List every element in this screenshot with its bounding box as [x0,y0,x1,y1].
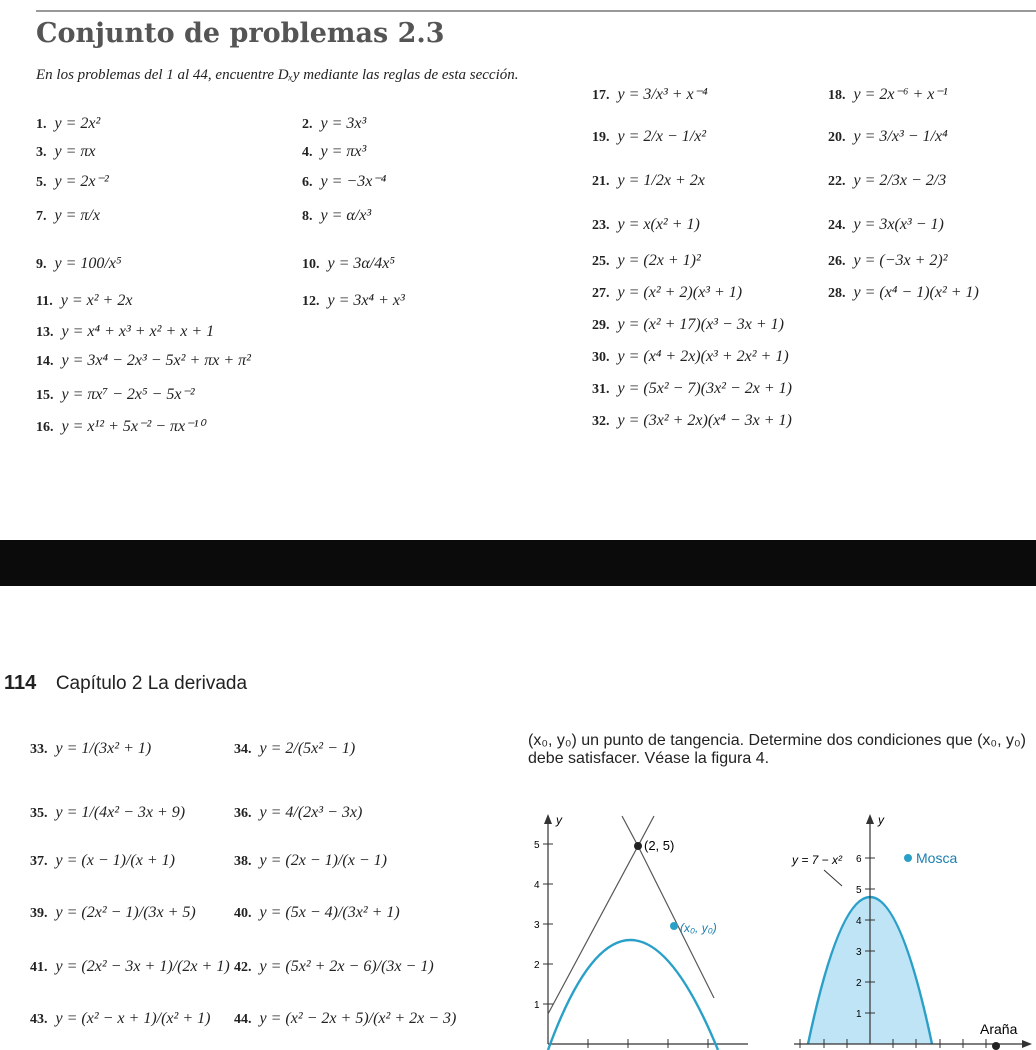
problem-number: 12. [302,294,320,309]
problem-number: 17. [592,88,610,103]
problem-number: 44. [234,1012,252,1027]
problem-42 [234,958,434,976]
tangent-line-left [548,846,638,1014]
problem-equation: y = (x − 1)/(x + 1) [55,852,175,869]
figure-description: (x₀, y₀) un punto de tangencia. Determine dos condiciones que (x₀, y₀) debe satisfacer. Véase la figura 4. [528,732,1026,767]
problem-6 [302,171,386,191]
problem-25 [592,252,701,270]
problem-equation: y = x¹² + 5x⁻² − πx⁻¹⁰ [61,418,205,435]
problem-number: 28. [828,286,846,301]
intro-text: En los problemas del 1 al 44, encuentre Dₓy mediante las reglas de esta sección. [36,67,519,83]
problem-equation: y = (x² − x + 1)/(x² + 1) [55,1010,211,1027]
problem-equation: y = x² + 2x [60,292,133,309]
problem-number: 19. [592,130,610,145]
y-tick-label: 3 [856,947,862,958]
problem-7 [36,207,100,225]
problem-14 [36,352,251,370]
problem-number: 7. [36,209,47,224]
problem-12 [302,292,405,310]
problem-number: 24. [828,218,846,233]
problem-17 [592,84,708,104]
chapter-title: Capítulo 2 La derivada [55,673,248,694]
problem-equation: y = 1/(4x² − 3x + 9) [55,804,186,821]
problem-number: 20. [828,130,846,145]
problem-38 [234,852,387,870]
spider-point [992,1042,1000,1050]
problem-equation: y = 2x² [54,115,101,132]
y-tick-label: 2 [534,960,540,971]
y-tick-label: 4 [534,880,540,891]
y-tick-label: 1 [534,1000,540,1011]
problem-39 [30,904,196,922]
tangent-extension-left [622,816,638,846]
problem-equation: y = 2/(5x² − 1) [259,740,356,757]
problem-equation: y = (5x² − 7)(3x² − 2x + 1) [617,380,792,397]
problem-number: 33. [30,742,48,757]
problem-equation: y = (x⁴ + 2x)(x³ + 2x² + 1) [617,348,789,365]
problem-30 [592,348,789,366]
problem-equation: y = πx³ [320,143,367,160]
problem-number: 32. [592,414,610,429]
problem-32 [592,412,792,430]
tangency-label: (x₀, y₀) [680,921,717,935]
problem-equation: y = 3/x³ + x⁻⁴ [617,86,708,103]
y-axis-label: y [878,813,884,827]
problem-number: 23. [592,218,610,233]
problem-equation: y = (x² + 17)(x³ − 3x + 1) [617,316,784,333]
problem-number: 2. [302,117,313,132]
y-tick-label: 2 [856,978,862,989]
problem-26 [828,252,948,270]
problem-4 [302,143,366,161]
x-axis-arrow [1022,1040,1032,1048]
problem-number: 38. [234,854,252,869]
problem-13 [36,323,214,341]
problem-equation: y = 2/x − 1/x² [617,128,707,145]
problem-8 [302,207,371,225]
problem-number: 29. [592,318,610,333]
problem-equation: y = 1/(3x² + 1) [55,740,152,757]
problem-number: 21. [592,174,610,189]
problem-number: 26. [828,254,846,269]
problem-1 [36,115,100,133]
problem-3 [36,143,96,161]
problem-equation: y = x⁴ + x³ + x² + x + 1 [61,323,215,340]
problem-number: 18. [828,88,846,103]
problem-28 [828,284,979,302]
problem-number: 16. [36,420,54,435]
top-rule [36,10,1036,12]
y-tick-label: 3 [534,920,540,931]
problem-equation: y = 3x⁴ + x³ [327,292,405,309]
problem-equation: y = πx [54,143,96,160]
problem-33 [30,740,151,758]
problem-23 [592,216,700,234]
problem-36 [234,804,362,822]
problem-16 [36,416,205,436]
problem-equation: y = (2x + 1)² [617,252,701,269]
y-tick-label: 5 [856,885,862,896]
problem-number: 27. [592,286,610,301]
problem-number: 9. [36,257,47,272]
problem-number: 22. [828,174,846,189]
problem-number: 11. [36,294,53,309]
problem-equation: y = 4/(2x³ − 3x) [259,804,363,821]
problem-equation: y = 2x⁻⁶ + x⁻¹ [853,86,948,103]
parabola-curve [548,940,718,1050]
problem-equation: y = (x² − 2x + 5)/(x² + 2x − 3) [259,1010,457,1027]
problem-41 [30,958,230,976]
problem-number: 36. [234,806,252,821]
problem-number: 5. [36,175,47,190]
problem-equation: y = 100/x⁵ [54,255,122,272]
problem-19 [592,128,706,146]
page-header [4,672,247,695]
problem-equation: y = 3x⁴ − 2x³ − 5x² + πx + π² [61,352,251,369]
problem-21 [592,172,705,190]
problem-equation: y = 1/2x + 2x [617,172,705,189]
spider-label: Araña [980,1021,1018,1037]
problem-equation: y = (3x² + 2x)(x⁴ − 3x + 1) [617,412,792,429]
problem-10 [302,255,395,273]
problem-number: 6. [302,175,313,190]
problem-equation: y = π/x [54,207,100,224]
problem-34 [234,740,355,758]
page-break-band [0,540,1036,586]
point-2-5 [634,842,642,850]
problem-equation: y = 3/x³ − 1/x⁴ [853,128,948,145]
problem-number: 39. [30,906,48,921]
y-axis-arrow [866,814,874,824]
y-axis-label: y [556,813,562,827]
problem-equation: y = 2/3x − 2/3 [853,172,947,189]
problem-equation: y = 3x³ [320,115,367,132]
problem-number: 13. [36,325,54,340]
problem-number: 30. [592,350,610,365]
y-tick-label: 6 [856,854,862,865]
tangency-point [670,922,678,930]
problem-equation: y = x(x² + 1) [617,216,700,233]
y-tick-label: 4 [856,916,862,927]
problem-number: 34. [234,742,252,757]
problem-18 [828,84,948,104]
page-title: Conjunto de problemas 2.3 [36,18,445,49]
problem-equation: y = 3α/4x⁵ [327,255,395,272]
problem-equation: y = (2x² − 3x + 1)/(2x + 1) [55,958,230,975]
problem-24 [828,216,944,234]
problem-number: 41. [30,960,48,975]
figure-tangent-lines [528,812,758,1050]
problem-number: 8. [302,209,313,224]
problem-equation: y = (5x − 4)/(3x² + 1) [259,904,400,921]
problem-equation: y = 2x⁻² [54,173,109,190]
problem-22 [828,172,946,190]
curve-label: y = 7 − x² [792,853,843,867]
y-axis-arrow [544,814,552,824]
problem-5 [36,171,109,191]
problem-equation: y = (x⁴ − 1)(x² + 1) [853,284,979,301]
problem-number: 4. [302,145,313,160]
problem-35 [30,804,185,822]
point-label: (2, 5) [644,838,675,853]
curve-label-leader [824,870,842,886]
problem-15 [36,384,195,404]
y-tick-label: 5 [534,840,540,851]
problem-27 [592,284,742,302]
problem-43 [30,1010,210,1028]
fly-point [904,854,912,862]
problem-number: 37. [30,854,48,869]
problem-equation: y = 3x(x³ − 1) [853,216,944,233]
fly-label: Mosca [916,850,958,866]
problem-number: 35. [30,806,48,821]
problem-44 [234,1010,456,1028]
problem-29 [592,316,784,334]
problem-equation: y = (x² + 2)(x³ + 1) [617,284,743,301]
problem-number: 3. [36,145,47,160]
problem-equation: y = α/x³ [320,207,372,224]
problem-number: 14. [36,354,54,369]
problem-equation: y = (−3x + 2)² [853,252,948,269]
problem-number: 25. [592,254,610,269]
problem-37 [30,852,175,870]
problem-11 [36,292,132,310]
problem-equation: y = (5x² + 2x − 6)/(3x − 1) [259,958,434,975]
problem-equation: y = (2x² − 1)/(3x + 5) [55,904,196,921]
problem-equation: y = (2x − 1)/(x − 1) [259,852,387,869]
problem-number: 43. [30,1012,48,1027]
problem-number: 40. [234,906,252,921]
problem-number: 31. [592,382,610,397]
problem-equation: y = −3x⁻⁴ [320,173,387,190]
problem-9 [36,255,122,273]
y-tick-label: 1 [856,1009,862,1020]
problem-40 [234,904,400,922]
problem-20 [828,128,948,146]
problem-equation: y = πx⁷ − 2x⁵ − 5x⁻² [61,386,195,403]
problem-2 [302,115,366,133]
problem-31 [592,380,792,398]
figure-fly-spider [790,812,1036,1050]
page-number: 114 [4,672,37,694]
problem-number: 42. [234,960,252,975]
problem-number: 1. [36,117,47,132]
problem-number: 15. [36,388,54,403]
problem-number: 10. [302,257,320,272]
